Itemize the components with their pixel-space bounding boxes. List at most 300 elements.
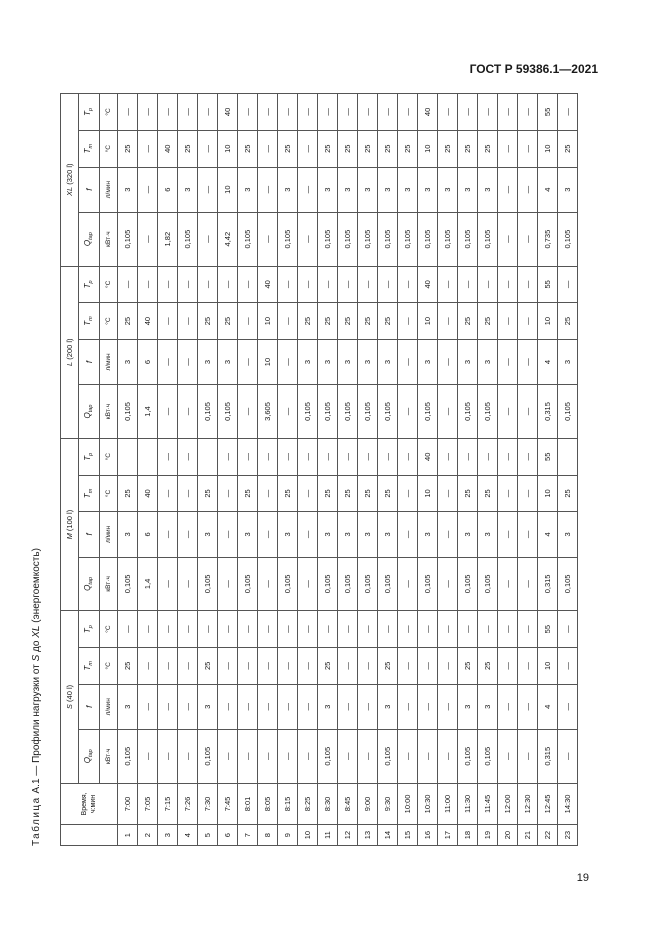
cell-l-t-m: 10 [258, 303, 278, 340]
table-row [218, 94, 238, 846]
cell-xl-t-m: — [498, 130, 518, 167]
cell-xl-f: — [138, 167, 158, 212]
header-unit: °С [100, 611, 118, 648]
cell-l-q-tap: — [518, 385, 538, 439]
cell-l-t-m: — [438, 303, 458, 340]
group-size-letter: XL [65, 186, 74, 197]
cell-m-t-m: 40 [138, 475, 158, 512]
cell-m-t-p: — [458, 438, 478, 475]
header-unit: °С [100, 303, 118, 340]
cell-s-t-m: — [138, 647, 158, 684]
page-number: 19 [576, 872, 589, 884]
cell-m-t-p: — [398, 438, 418, 475]
cell-l-t-p: — [218, 266, 238, 303]
table-row [178, 94, 198, 846]
cell-l-t-p: 55 [538, 266, 558, 303]
cell-xl-t-p: 55 [538, 94, 558, 131]
cell-s-f: — [358, 684, 378, 729]
header-row-units [100, 94, 118, 846]
cell-m-q-tap: 0,105 [278, 557, 298, 611]
cell-xl-q-tap: — [518, 212, 538, 266]
cell-s-q-tap: — [518, 729, 538, 783]
cell-xl-t-p: — [398, 94, 418, 131]
cell-m-q-tap: — [438, 557, 458, 611]
table-row [118, 94, 138, 846]
cell-s-t-p: — [238, 611, 258, 648]
cell-s-t-m: — [338, 647, 358, 684]
cell-s-q-tap: — [418, 729, 438, 783]
cell-m-t-p: — [318, 438, 338, 475]
cell-m-t-p: — [338, 438, 358, 475]
cell-m-f: — [438, 512, 458, 557]
cell-m-f: 3 [558, 512, 578, 557]
cell-xl-q-tap: — [138, 212, 158, 266]
header-param-q-tap: $Q_{tap}$ [79, 212, 100, 266]
cell-l-q-tap: 3,605 [258, 385, 278, 439]
cell-xl-t-p: — [178, 94, 198, 131]
header-group-m [61, 438, 79, 610]
cell-s-t-p: — [558, 611, 578, 648]
row-index: 18 [458, 825, 478, 846]
cell-xl-t-p: — [438, 94, 458, 131]
cell-l-t-p: — [198, 266, 218, 303]
row-index: 12 [338, 825, 358, 846]
cell-m-t-m: 25 [198, 475, 218, 512]
cell-m-q-tap: 0,315 [538, 557, 558, 611]
cell-xl-t-m: — [298, 130, 318, 167]
cell-xl-f: — [518, 167, 538, 212]
cell-m-q-tap: — [518, 557, 538, 611]
cell-l-f: 3 [118, 339, 138, 384]
cell-l-f: 4 [538, 339, 558, 384]
cell-l-q-tap: — [158, 385, 178, 439]
cell-l-t-m: 25 [118, 303, 138, 340]
table-row [378, 94, 398, 846]
cell-l-q-tap: 0,105 [478, 385, 498, 439]
cell-m-f: 3 [358, 512, 378, 557]
cell-xl-f: 3 [418, 167, 438, 212]
row-index: 23 [558, 825, 578, 846]
cell-m-q-tap: 0,105 [458, 557, 478, 611]
cell-xl-f: 3 [278, 167, 298, 212]
cell-s-t-m: 25 [318, 647, 338, 684]
cell-s-t-m: — [178, 647, 198, 684]
group-size-letter: L [65, 361, 74, 366]
row-index: 3 [158, 825, 178, 846]
cell-m-q-tap: 0,105 [358, 557, 378, 611]
cell-xl-t-m: 25 [178, 130, 198, 167]
cell-xl-q-tap: 1,82 [158, 212, 178, 266]
caption-label: Таблица [31, 796, 42, 846]
cell-s-q-tap: — [438, 729, 458, 783]
cell-s-t-p: — [118, 611, 138, 648]
cell-m-t-p [198, 438, 218, 475]
cell-xl-f: 3 [118, 167, 138, 212]
cell-m-t-p: 40 [418, 438, 438, 475]
cell-m-f: 3 [318, 512, 338, 557]
cell-l-t-p: — [478, 266, 498, 303]
header-param-t-m: $T_m$ [79, 303, 100, 340]
header-unit: °С [100, 438, 118, 475]
cell-m-t-p: — [498, 438, 518, 475]
header-unit: кВт·ч [100, 212, 118, 266]
cell-s-t-m: — [258, 647, 278, 684]
header-row-params [79, 94, 100, 846]
cell-xl-q-tap: — [498, 212, 518, 266]
cell-l-f: 3 [298, 339, 318, 384]
cell-m-q-tap: 0,105 [198, 557, 218, 611]
cell-s-f: 3 [378, 684, 398, 729]
header-param-f: f [79, 512, 100, 557]
cell-xl-f: 4 [538, 167, 558, 212]
row-index: 20 [498, 825, 518, 846]
row-index: 7 [238, 825, 258, 846]
cell-xl-q-tap: — [198, 212, 218, 266]
cell-l-q-tap: — [438, 385, 458, 439]
row-index: 10 [298, 825, 318, 846]
cell-s-q-tap: — [338, 729, 358, 783]
row-index: 16 [418, 825, 438, 846]
cell-m-t-m: 25 [278, 475, 298, 512]
cell-xl-q-tap: 4,42 [218, 212, 238, 266]
table-row [258, 94, 278, 846]
header-unit: кВт·ч [100, 557, 118, 611]
cell-s-t-m: — [558, 647, 578, 684]
cell-l-q-tap: 0,105 [318, 385, 338, 439]
cell-xl-t-m: 25 [238, 130, 258, 167]
cell-xl-q-tap: 0,105 [178, 212, 198, 266]
cell-m-f: 4 [538, 512, 558, 557]
cell-m-t-p: — [438, 438, 458, 475]
table-row [418, 94, 438, 846]
cell-l-t-p: — [118, 266, 138, 303]
cell-xl-q-tap: 0,105 [358, 212, 378, 266]
cell-s-q-tap: 0,105 [478, 729, 498, 783]
cell-m-q-tap: 0,105 [338, 557, 358, 611]
cell-m-f: 3 [478, 512, 498, 557]
cell-m-f: — [398, 512, 418, 557]
table-container [60, 93, 578, 846]
table-row [298, 94, 318, 846]
cell-s-t-m: 25 [118, 647, 138, 684]
row-time: 11:30 [458, 783, 478, 825]
header-param-t-m: $T_m$ [79, 647, 100, 684]
table-row [398, 94, 418, 846]
row-time: 12:45 [538, 783, 558, 825]
cell-l-t-m: — [498, 303, 518, 340]
cell-s-q-tap: 0,105 [118, 729, 138, 783]
cell-l-f: 3 [558, 339, 578, 384]
cell-l-t-m: 25 [298, 303, 318, 340]
cell-l-q-tap: 0,105 [118, 385, 138, 439]
cell-m-t-m: 25 [318, 475, 338, 512]
cell-m-t-m: — [158, 475, 178, 512]
cell-s-q-tap: 0,105 [378, 729, 398, 783]
cell-l-q-tap: 0,105 [358, 385, 378, 439]
cell-m-f: 3 [338, 512, 358, 557]
row-time: 8:30 [318, 783, 338, 825]
cell-s-f: — [518, 684, 538, 729]
cell-xl-t-p: — [498, 94, 518, 131]
table-row [518, 94, 538, 846]
cell-m-t-p: — [238, 438, 258, 475]
caption-pre: Профили нагрузки от [31, 661, 42, 763]
cell-s-q-tap: — [398, 729, 418, 783]
cell-xl-t-m: — [258, 130, 278, 167]
cell-m-t-m: 25 [458, 475, 478, 512]
cell-xl-t-m: 10 [218, 130, 238, 167]
cell-l-q-tap: — [238, 385, 258, 439]
cell-s-t-p: — [218, 611, 238, 648]
cell-xl-t-m: — [198, 130, 218, 167]
cell-m-q-tap: 0,105 [478, 557, 498, 611]
cell-s-f: — [178, 684, 198, 729]
row-time: 8:25 [298, 783, 318, 825]
cell-s-q-tap: — [158, 729, 178, 783]
cell-xl-f: 3 [478, 167, 498, 212]
row-time: 12:30 [518, 783, 538, 825]
cell-xl-f: 3 [458, 167, 478, 212]
cell-s-t-p: — [518, 611, 538, 648]
cell-s-t-p: — [338, 611, 358, 648]
cell-l-t-p: — [318, 266, 338, 303]
cell-s-t-p: — [458, 611, 478, 648]
cell-l-t-m: — [238, 303, 258, 340]
cell-s-t-m: — [218, 647, 238, 684]
header-unit: °С [100, 130, 118, 167]
cell-s-f: — [398, 684, 418, 729]
cell-m-q-tap: — [218, 557, 238, 611]
cell-m-t-m: 25 [358, 475, 378, 512]
cell-m-t-m: — [518, 475, 538, 512]
cell-s-t-m: — [358, 647, 378, 684]
cell-s-q-tap: — [358, 729, 378, 783]
cell-l-q-tap: 0,315 [538, 385, 558, 439]
header-unit: кВт·ч [100, 385, 118, 439]
cell-m-t-m: 25 [118, 475, 138, 512]
cell-m-q-tap: 0,105 [118, 557, 138, 611]
cell-s-f: — [438, 684, 458, 729]
header-group-l [61, 266, 79, 438]
cell-s-f: — [138, 684, 158, 729]
cell-l-f: — [518, 339, 538, 384]
cell-xl-t-p: — [298, 94, 318, 131]
cell-xl-f: — [198, 167, 218, 212]
cell-xl-q-tap: 0,105 [118, 212, 138, 266]
row-time: 8:15 [278, 783, 298, 825]
cell-m-t-m: 25 [238, 475, 258, 512]
row-time: 11:00 [438, 783, 458, 825]
cell-s-f: 3 [198, 684, 218, 729]
cell-xl-t-p: — [198, 94, 218, 131]
caption-number: А.1 [31, 778, 42, 794]
cell-s-t-p: — [278, 611, 298, 648]
cell-xl-f: 3 [318, 167, 338, 212]
cell-xl-t-m: 25 [478, 130, 498, 167]
cell-m-q-tap: 0,105 [238, 557, 258, 611]
table-row [278, 94, 298, 846]
header-unit: л/мин [100, 167, 118, 212]
cell-l-t-m: 25 [338, 303, 358, 340]
cell-xl-f: 3 [338, 167, 358, 212]
cell-xl-t-m: 25 [458, 130, 478, 167]
cell-l-q-tap: 0,105 [418, 385, 438, 439]
cell-m-t-m: — [498, 475, 518, 512]
cell-l-t-m: 25 [358, 303, 378, 340]
cell-l-f: 6 [138, 339, 158, 384]
cell-m-q-tap: 0,105 [318, 557, 338, 611]
cell-l-t-m: 25 [218, 303, 238, 340]
header-param-q-tap: $Q_{tap}$ [79, 385, 100, 439]
cell-m-t-m: — [218, 475, 238, 512]
cell-l-f: 3 [318, 339, 338, 384]
cell-xl-f: 3 [358, 167, 378, 212]
cell-xl-t-m: 10 [418, 130, 438, 167]
cell-xl-t-p: — [258, 94, 278, 131]
cell-s-t-m: — [298, 647, 318, 684]
header-param-f: f [79, 339, 100, 384]
cell-l-f: 3 [378, 339, 398, 384]
cell-l-f: 3 [338, 339, 358, 384]
cell-s-t-p: — [138, 611, 158, 648]
cell-m-t-p: — [158, 438, 178, 475]
cell-xl-t-m: 25 [378, 130, 398, 167]
cell-s-t-p: — [258, 611, 278, 648]
cell-xl-q-tap: 0,105 [558, 212, 578, 266]
cell-xl-q-tap: — [298, 212, 318, 266]
cell-s-f: — [258, 684, 278, 729]
cell-m-q-tap: 1,4 [138, 557, 158, 611]
cell-xl-t-m: 25 [278, 130, 298, 167]
group-volume: (320 l) [65, 163, 74, 187]
cell-xl-t-p: — [478, 94, 498, 131]
cell-l-f: — [278, 339, 298, 384]
row-index: 9 [278, 825, 298, 846]
cell-m-t-m: 25 [478, 475, 498, 512]
cell-xl-q-tap: 0,105 [418, 212, 438, 266]
cell-m-f: — [178, 512, 198, 557]
table-head [61, 94, 118, 846]
cell-l-q-tap: 0,105 [558, 385, 578, 439]
cell-s-f: — [498, 684, 518, 729]
cell-s-t-p: — [378, 611, 398, 648]
cell-m-t-p: — [258, 438, 278, 475]
cell-m-t-m: — [298, 475, 318, 512]
header-time: Время, ч:мин [61, 783, 118, 825]
cell-s-t-m: 25 [378, 647, 398, 684]
row-index: 5 [198, 825, 218, 846]
cell-m-t-p [138, 438, 158, 475]
cell-s-f: 3 [118, 684, 138, 729]
header-param-t-p: $T_p$ [79, 94, 100, 131]
cell-m-t-m: 25 [558, 475, 578, 512]
cell-s-f: 3 [458, 684, 478, 729]
cell-l-f: — [178, 339, 198, 384]
row-index: 6 [218, 825, 238, 846]
cell-l-q-tap: — [498, 385, 518, 439]
cell-xl-q-tap: 0,105 [318, 212, 338, 266]
cell-m-t-p: — [278, 438, 298, 475]
cell-xl-q-tap: 0,105 [458, 212, 478, 266]
row-index: 14 [378, 825, 398, 846]
cell-l-t-p: — [378, 266, 398, 303]
cell-s-f: — [158, 684, 178, 729]
cell-s-t-m: 25 [478, 647, 498, 684]
cell-xl-f: 3 [398, 167, 418, 212]
caption-dash: — [31, 765, 42, 776]
cell-m-t-p: — [298, 438, 318, 475]
load-profile-table [60, 93, 578, 846]
row-time: 7:00 [118, 783, 138, 825]
header-param-t-p: $T_p$ [79, 438, 100, 475]
header-unit: °С [100, 266, 118, 303]
cell-xl-q-tap: 0,105 [338, 212, 358, 266]
cell-l-t-m: 25 [318, 303, 338, 340]
cell-s-t-p: — [298, 611, 318, 648]
cell-s-t-p: — [478, 611, 498, 648]
cell-l-t-m: — [178, 303, 198, 340]
cell-l-q-tap: 0,105 [378, 385, 398, 439]
header-param-t-p: $T_p$ [79, 611, 100, 648]
cell-xl-t-m: — [138, 130, 158, 167]
cell-xl-f: — [298, 167, 318, 212]
cell-l-t-m: 25 [378, 303, 398, 340]
cell-m-f: — [218, 512, 238, 557]
cell-xl-t-m: 25 [558, 130, 578, 167]
cell-xl-t-p: — [378, 94, 398, 131]
cell-m-t-p: — [358, 438, 378, 475]
row-time: 14:30 [558, 783, 578, 825]
cell-l-t-m: — [278, 303, 298, 340]
cell-l-f: — [398, 339, 418, 384]
cell-xl-q-tap: 0,735 [538, 212, 558, 266]
row-time: 12:00 [498, 783, 518, 825]
cell-s-q-tap: 0,315 [538, 729, 558, 783]
header-param-t-p: $T_p$ [79, 266, 100, 303]
row-time: 8:45 [338, 783, 358, 825]
cell-s-t-p: — [198, 611, 218, 648]
cell-xl-q-tap: — [258, 212, 278, 266]
header-unit: л/мин [100, 684, 118, 729]
cell-m-f: 3 [198, 512, 218, 557]
cell-m-t-m: — [178, 475, 198, 512]
table-row [138, 94, 158, 846]
cell-s-f: 3 [478, 684, 498, 729]
cell-xl-t-p: — [558, 94, 578, 131]
caption-post: (энергоемкость) [31, 548, 42, 626]
cell-l-t-p: 40 [258, 266, 278, 303]
cell-s-q-tap: 0,105 [198, 729, 218, 783]
header-row-groups [61, 94, 79, 846]
cell-l-t-p: — [338, 266, 358, 303]
cell-l-t-p: — [178, 266, 198, 303]
cell-s-t-p: 55 [538, 611, 558, 648]
cell-xl-t-p: — [458, 94, 478, 131]
cell-xl-q-tap: 0,105 [398, 212, 418, 266]
cell-s-t-m: — [278, 647, 298, 684]
cell-l-t-p: 40 [418, 266, 438, 303]
cell-l-f: 3 [458, 339, 478, 384]
cell-m-t-p: 55 [538, 438, 558, 475]
cell-xl-f: 3 [238, 167, 258, 212]
cell-l-t-p: — [498, 266, 518, 303]
cell-m-t-m: 25 [338, 475, 358, 512]
row-index: 19 [478, 825, 498, 846]
cell-m-f: — [298, 512, 318, 557]
cell-s-t-p: — [498, 611, 518, 648]
cell-m-t-p: — [178, 438, 198, 475]
header-unit: л/мин [100, 512, 118, 557]
